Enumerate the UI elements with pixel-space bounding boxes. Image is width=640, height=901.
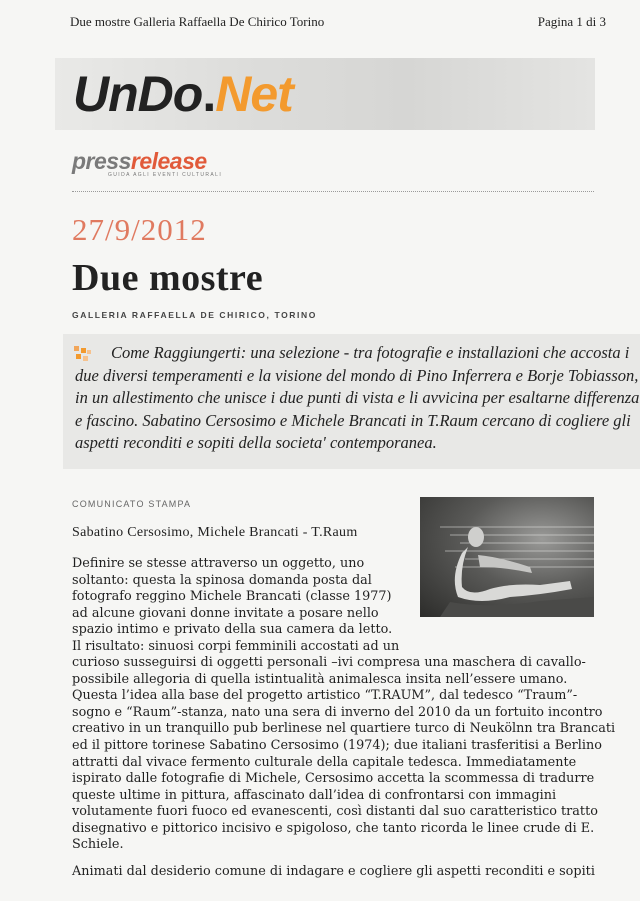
body-line: disegnativo e pittorico incisivo e spigoloso, che tanto ricorda le linee crude di E. — [72, 820, 595, 836]
summary-text: Come Raggiungerti: una selezione - tra fotografie e installazioni che accosta i due diversi temperamenti e la visione del mondo di Pino Inferrera e Borje Tobiasson, in un allestimento che unisce i due punti di vista e li avvicina per esaltarne differenza e fascino. Sabatino Cersosimo e Michele Brancati in T.Raum cercano di cogliere gli aspetti reconditi e sopiti della societa' contemporanea. — [75, 343, 640, 452]
dotted-divider — [72, 191, 594, 192]
body-line: possibile allegoria di quella istintualità animalesca insita nell’essere umano. — [72, 671, 568, 687]
article-body — [72, 556, 640, 880]
article-subtitle: Sabatino Cersosimo, Michele Brancati - T.Raum — [72, 525, 358, 540]
body-line: Schiele. — [72, 837, 124, 853]
body-line: Il risultato: sinuosi corpi femminili accostati ad un — [72, 638, 400, 654]
venue-name: GALLERIA RAFFAELLA DE CHIRICO, TORINO — [72, 310, 317, 320]
undo-net-logo[interactable] — [73, 66, 293, 122]
body-line: ad alcune giovani donne invitate a posare nello — [72, 605, 379, 621]
body-line: sogno e “Raum”-stanza, nato una sera di inverno del 2010 da un fortuito incontro — [72, 704, 603, 720]
body-line: ispirato dalle fotografie di Michele, Cersosimo accetta la scommessa di tradurre — [72, 771, 595, 787]
body-line: Animati dal desiderio comune di indagare e cogliere gli aspetti reconditi e sopiti — [72, 863, 595, 879]
body-line: Questa l’idea alla base del progetto artistico “T.RAUM”, dal tedesco “Traum”- — [72, 688, 578, 704]
release-text: release — [130, 148, 207, 174]
logo-part-net: Net — [215, 66, 293, 122]
press-text: press — [72, 148, 131, 174]
body-line: creativo in un tranquillo pub berlinese nel quartiere turco di Neukölnn tra Brancati — [72, 721, 616, 737]
print-header-title: Due mostre Galleria Raffaella De Chirico Torino — [70, 14, 325, 29]
body-line: fotografo reggino Michele Brancati (classe 1977) — [72, 589, 392, 605]
body-line: attratti dal vivace fermento culturale della capitale tedesca. Immediatamente — [72, 754, 577, 770]
print-header-page-number: Pagina 1 di 3 — [537, 14, 606, 29]
body-line: curioso susseguirsi di oggetti personali –ivi compresa una maschera di cavallo- — [72, 655, 586, 671]
body-line: soltanto: questa la spinosa domanda posta dal — [72, 572, 372, 588]
press-release-logo — [72, 148, 207, 174]
logo-dot: . — [202, 66, 216, 122]
body-line: volutamente fuori fuoco ed evanescenti, così distanti dal suo caratteristico tratto — [72, 804, 598, 820]
body-line: ed il pittore torinese Sabatino Cersosimo (1974); due italiani trasferitisi a Berlino — [72, 738, 602, 754]
body-line: Definire se stesse attraverso un oggetto, uno — [72, 556, 365, 571]
page-title: Due mostre — [72, 257, 264, 299]
body-line: queste ultime in pittura, affascinato dall’idea di confrontarsi con immagini — [72, 787, 557, 803]
press-release-tagline: GUIDA AGLI EVENTI CULTURALI — [108, 172, 223, 178]
event-date: 27/9/2012 — [72, 212, 207, 247]
press-statement-label: COMUNICATO STAMPA — [72, 499, 192, 509]
summary-box — [63, 334, 640, 469]
logo-banner — [55, 58, 595, 130]
body-line: spazio intimo e privato della sua camera da letto. — [72, 622, 393, 638]
logo-part-undo: UnDo — [73, 66, 203, 122]
